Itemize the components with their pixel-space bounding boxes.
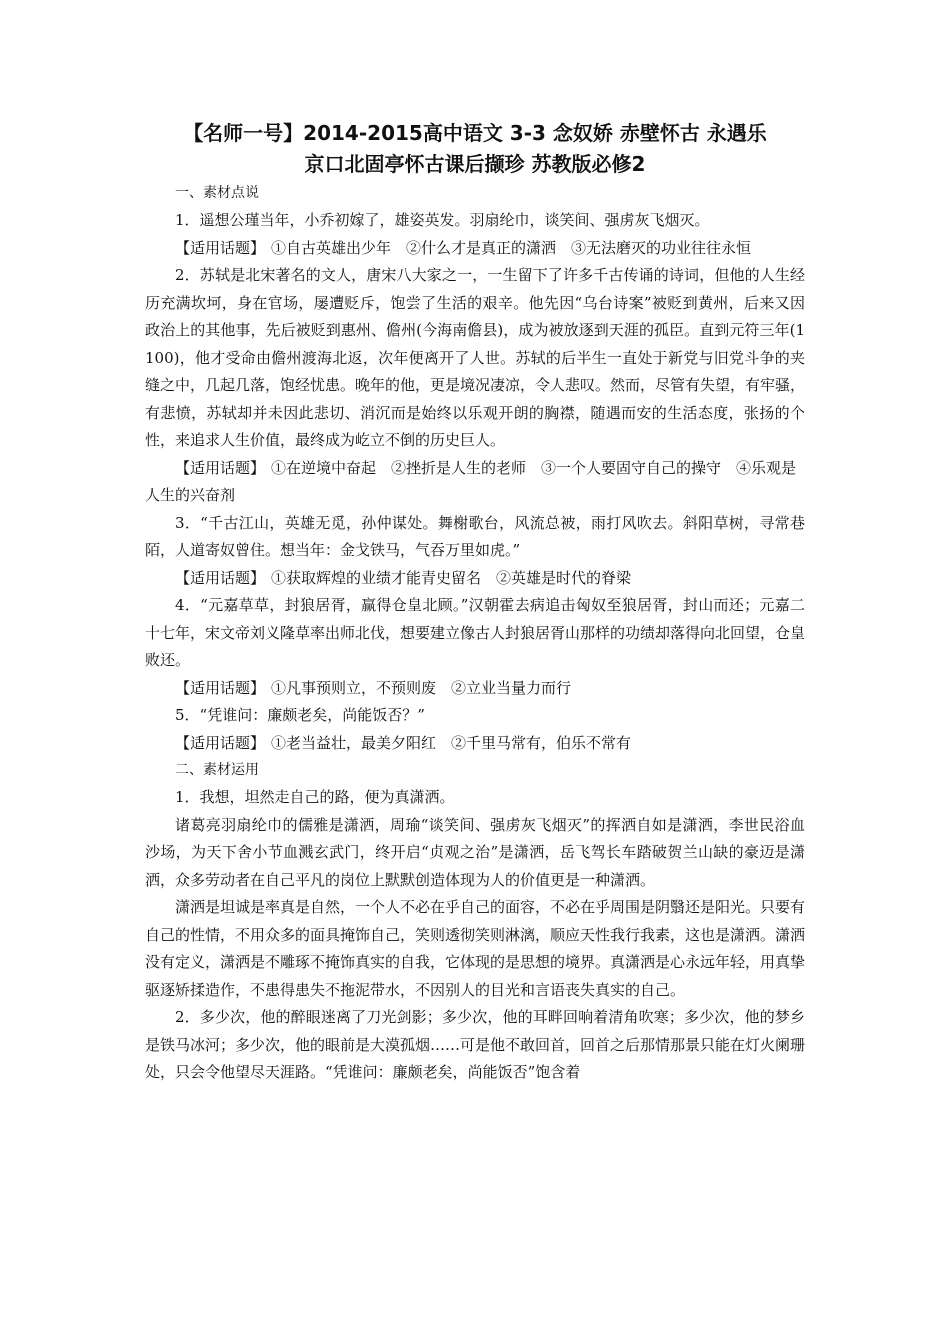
topic-label: 【适用话题】 bbox=[175, 733, 266, 752]
topic-line-2 bbox=[145, 455, 805, 510]
topic-label: 【适用话题】 bbox=[175, 568, 266, 587]
topic-list: ①获取辉煌的业绩才能青史留名 ②英雄是时代的脊梁 bbox=[271, 568, 632, 587]
topic-list: ①在逆境中奋起 ②挫折是人生的老师 ③一个人要固守自己的操守 ④乐观是人生的兴奋剂 bbox=[145, 458, 797, 504]
topic-list: ①凡事预则立，不预则废 ②立业当量力而行 bbox=[271, 678, 572, 697]
section-heading-1: 一、素材点说 bbox=[175, 185, 259, 201]
title-line-1: 【名师一号】2014-2015高中语文 3-3 念奴娇 赤壁怀古 永遇乐 bbox=[183, 121, 767, 145]
usage-paragraph-1: 1．我想，坦然走自己的路，便为真潇洒。 bbox=[175, 788, 455, 806]
usage-paragraph-2: 诸葛亮羽扇纶巾的儒雅是潇洒，周瑜“谈笑间、强虏灰飞烟灭”的挥洒自如是潇洒，李世民浴血沙场，为天下舍小节血溅玄武门，终开启“贞观之治”是潇洒，岳飞驾长车踏破贺兰山缺的豪迈是潇洒，众多劳动者在自己平凡的岗位上默默创造体现为人的价值更是一种潇洒。 bbox=[145, 815, 805, 889]
material-item-3: 3．“千古江山，英雄无觅，孙仲谋处。舞榭歌台，风流总被，雨打风吹去。斜阳草树，寻常巷陌，人道寄奴曾住。想当年：金戈铁马，气吞万里如虎。” bbox=[145, 513, 805, 559]
material-item-2: 2．苏轼是北宋著名的文人，唐宋八大家之一，一生留下了许多千古传诵的诗词，但他的人生经历充满坎坷，身在官场，屡遭贬斥，饱尝了生活的艰辛。他先因“乌台诗案”被贬到黄州，后来又因政治上的其他事，先后被贬到惠州、儋州(今海南儋县)，成为被放逐到天涯的孤臣。直到元符三年(1100)，他才受命由儋州渡海北返，次年便离开了人世。苏轼的后半生一直处于新党与旧党斗争的夹缝之中，几起几落，饱经忧患。晚年的他，更是境况凄凉，令人悲叹。然而，尽管有失望，有牢骚，有悲愤，苏轼却并未因此悲切、消沉而是始终以乐观开朗的胸襟，随遇而安的生活态度，张扬的个性，来追求人生价值，最终成为屹立不倒的历史巨人。 bbox=[145, 266, 806, 449]
usage-paragraph-4: 2．多少次，他的醉眼迷离了刀光剑影；多少次，他的耳畔回响着清角吹寒；多少次，他的梦乡是铁马冰河；多少次，他的眼前是大漠孤烟……可是他不敢回首，回首之后那情那景只能在灯火阑珊处，只会令他望尽天涯路。“凭谁问：廉颇老矣，尚能饭否”饱含着 bbox=[145, 1008, 806, 1081]
topic-list: ①老当益壮，最美夕阳红 ②千里马常有，伯乐不常有 bbox=[271, 733, 632, 752]
material-item-5: 5．“凭谁问：廉颇老矣，尚能饭否？” bbox=[175, 706, 425, 724]
topic-line-3 bbox=[145, 565, 805, 593]
topic-label: 【适用话题】 bbox=[175, 678, 266, 697]
document-page bbox=[145, 118, 805, 1087]
topic-line-1 bbox=[145, 235, 805, 263]
title-line-2: 京口北固亭怀古课后撷珍 苏教版必修2 bbox=[304, 152, 646, 176]
material-item-1: 1．遥想公瑾当年，小乔初嫁了，雄姿英发。羽扇纶巾，谈笑间、强虏灰飞烟灭。 bbox=[175, 211, 710, 229]
usage-paragraph-3: 潇洒是坦诚是率真是自然，一个人不必在乎自己的面容，不必在乎周围是阴翳还是阳光。只要有自己的性情，不用众多的面具掩饰自己，笑则透彻笑则淋漓，顺应天性我行我素，这也是潇洒。潇洒没有定义，潇洒是不雕琢不掩饰真实的自我，它体现的是思想的境界。真潇洒是心永远年轻，用真挚驱逐矫揉造作，不患得患失不拖泥带水，不因别人的目光和言语丧失真实的自己。 bbox=[145, 898, 806, 999]
topic-label: 【适用话题】 bbox=[175, 458, 266, 477]
document-title bbox=[133, 118, 817, 180]
material-item-4: 4．“元嘉草草，封狼居胥，赢得仓皇北顾。”汉朝霍去病追击匈奴至狼居胥，封山而还；元嘉二十七年，宋文帝刘义隆草率出师北伐，想要建立像古人封狼居胥山那样的功绩却落得向北回望，仓皇败还。 bbox=[145, 596, 806, 669]
topic-label: 【适用话题】 bbox=[175, 238, 266, 257]
topic-line-5 bbox=[145, 730, 805, 758]
topic-list: ①自古英雄出少年 ②什么才是真正的潇洒 ③无法磨灭的功业往往永恒 bbox=[271, 238, 752, 257]
topic-line-4 bbox=[145, 675, 805, 703]
section-heading-2: 二、素材运用 bbox=[175, 762, 259, 778]
